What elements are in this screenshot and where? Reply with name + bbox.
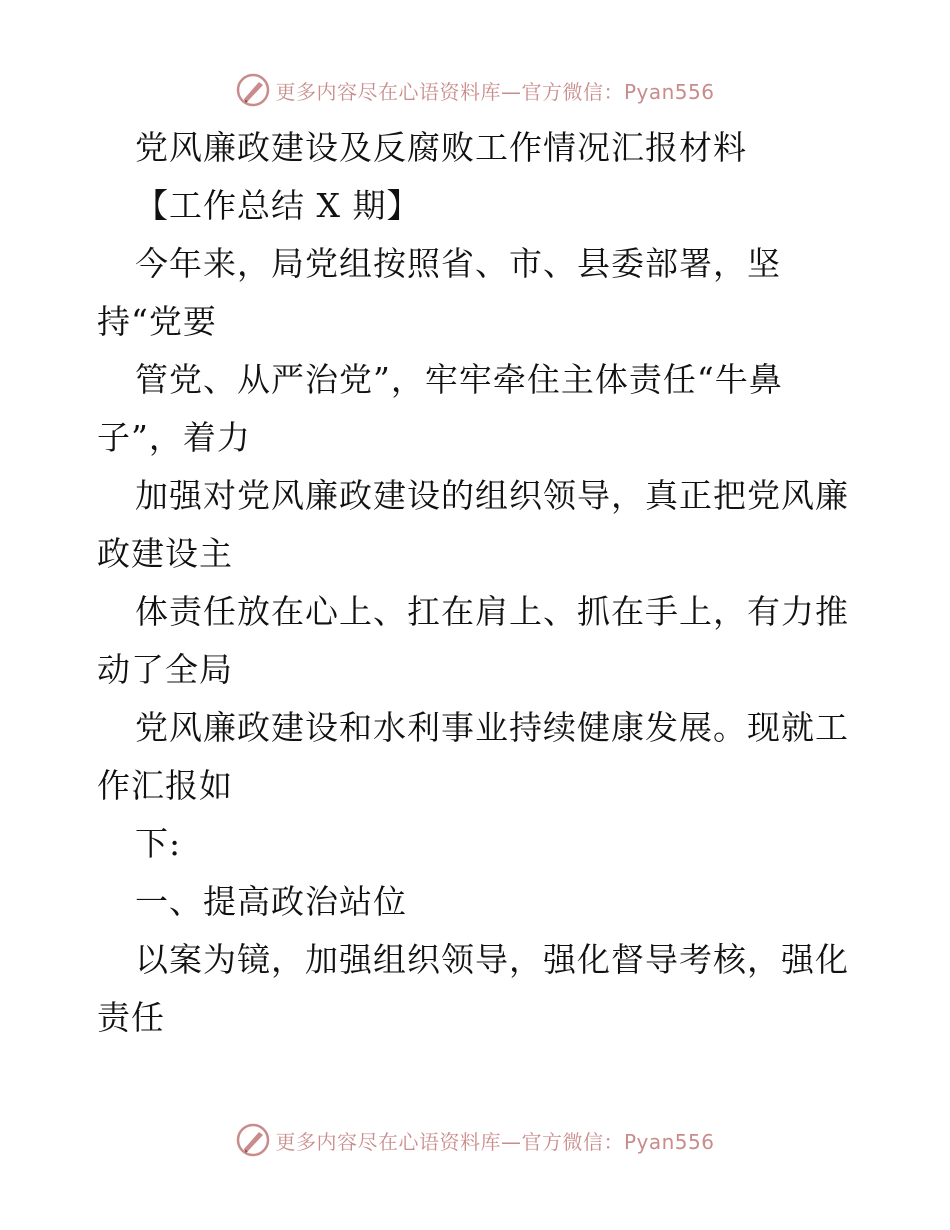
paragraph-line: 加强对党风廉政建设的组织领导，真正把党风廉 <box>135 476 849 515</box>
watermark-footer <box>0 1120 950 1160</box>
paragraph-line: 动了全局 <box>97 650 233 689</box>
paragraph-line: 以案为镜，加强组织领导，强化督导考核，强化 <box>135 940 849 979</box>
paragraph-line: 子”，着力 <box>97 418 251 457</box>
document-subtitle: 【工作总结 X 期】 <box>135 186 421 225</box>
paragraph-line: 政建设主 <box>97 534 233 573</box>
paragraph-line: 党风廉政建设和水利事业持续健康发展。现就工 <box>135 708 849 747</box>
document-title: 党风廉政建设及反腐败工作情况汇报材料 <box>135 128 747 167</box>
paragraph-line: 今年来，局党组按照省、市、县委部署，坚 <box>135 244 781 283</box>
watermark-text: 更多内容尽在心语资料库—官方微信：Pyan556 <box>275 79 715 104</box>
watermark-text: 更多内容尽在心语资料库—官方微信：Pyan556 <box>275 1129 715 1154</box>
watermark-header <box>0 70 950 110</box>
paragraph-line: 持“党要 <box>97 302 217 341</box>
paragraph-line: 体责任放在心上、扛在肩上、抓在手上，有力推 <box>135 592 849 631</box>
section-heading: 一、提高政治站位 <box>135 882 407 921</box>
pen-logo-icon <box>235 1122 271 1158</box>
paragraph-line: 作汇报如 <box>97 766 233 805</box>
paragraph-line: 管党、从严治党”，牢牢牵住主体责任“牛鼻 <box>135 360 783 399</box>
paragraph-line: 责任 <box>97 998 165 1037</box>
pen-logo-icon <box>235 72 271 108</box>
paragraph-line: 下: <box>135 824 182 863</box>
